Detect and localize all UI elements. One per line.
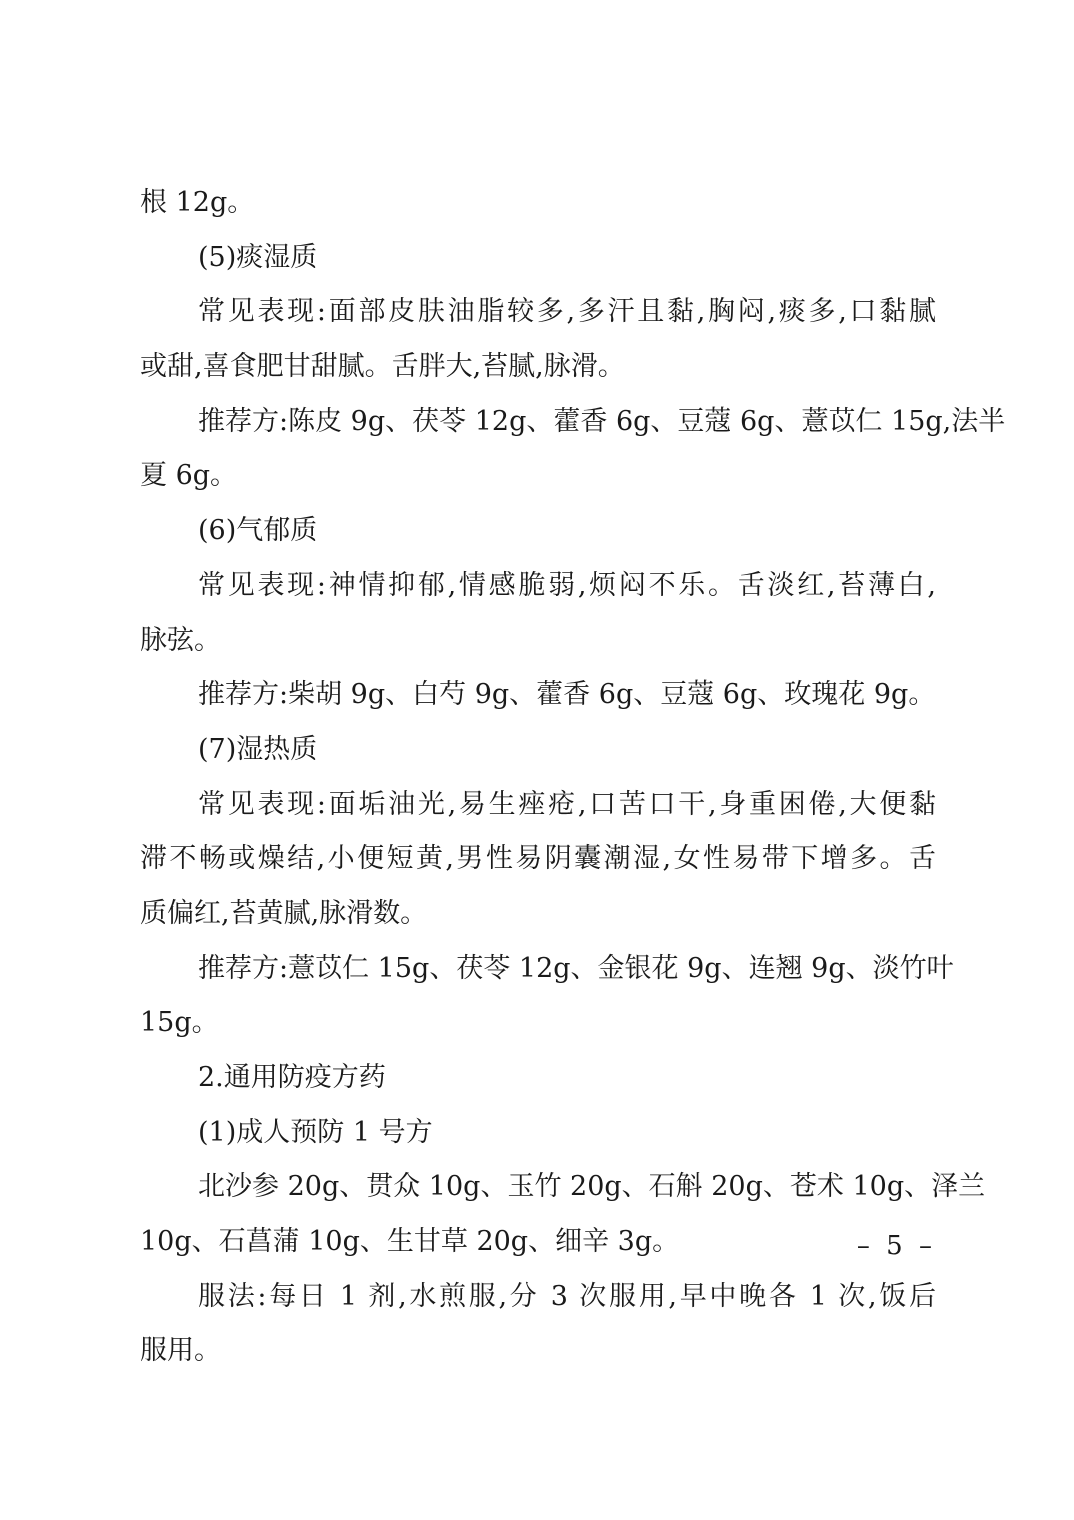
text-line: 脉弦。 xyxy=(140,624,221,656)
text-line: 滞不畅或燥结,小便短黄,男性易阴囊潮湿,女性易带下增多。舌 xyxy=(140,843,936,875)
text-line: 10g、石菖蒲 10g、生甘草 20g、细辛 3g。 xyxy=(140,1226,680,1258)
section-heading: (1)成人预防 1 号方 xyxy=(198,1116,433,1148)
text-line: 质偏红,苔黄腻,脉滑数。 xyxy=(140,897,428,929)
section-heading: (7)湿热质 xyxy=(198,733,318,765)
section-heading: 2.通用防疫方药 xyxy=(198,1062,386,1093)
text-line: 服法:每日 1 剂,水煎服,分 3 次服用,早中晚各 1 次,饭后 xyxy=(198,1280,936,1312)
text-line: 或甜,喜食肥甘甜腻。舌胖大,苔腻,脉滑。 xyxy=(140,351,625,383)
text-line: 北沙参 20g、贯众 10g、玉竹 20g、石斛 20g、苍术 10g、泽兰 xyxy=(198,1171,986,1203)
text-line: 常见表现:面部皮肤油脂较多,多汗且黏,胸闷,痰多,口黏腻 xyxy=(198,296,936,328)
text-line: 15g。 xyxy=(140,1007,219,1039)
page-number: – 5 – xyxy=(856,1231,936,1261)
text-line: 根 12g。 xyxy=(140,187,255,218)
text-line: 常见表现:面垢油光,易生痤疮,口苦口干,身重困倦,大便黏 xyxy=(198,788,936,820)
section-heading: (6)气郁质 xyxy=(198,515,318,547)
page-body xyxy=(140,176,1006,1379)
text-line: 夏 6g。 xyxy=(140,460,238,492)
section-heading: (5)痰湿质 xyxy=(198,241,318,273)
text-line: 服用。 xyxy=(140,1335,221,1367)
text-line: 推荐方:薏苡仁 15g、茯苓 12g、金银花 9g、连翘 9g、淡竹叶 xyxy=(198,952,954,984)
text-line: 推荐方:柴胡 9g、白芍 9g、藿香 6g、豆蔻 6g、玫瑰花 9g。 xyxy=(198,679,936,711)
text-line: 常见表现:神情抑郁,情感脆弱,烦闷不乐。舌淡红,苔薄白, xyxy=(198,569,936,601)
text-line: 推荐方:陈皮 9g、茯苓 12g、藿香 6g、豆蔻 6g、薏苡仁 15g,法半 xyxy=(198,405,1006,437)
